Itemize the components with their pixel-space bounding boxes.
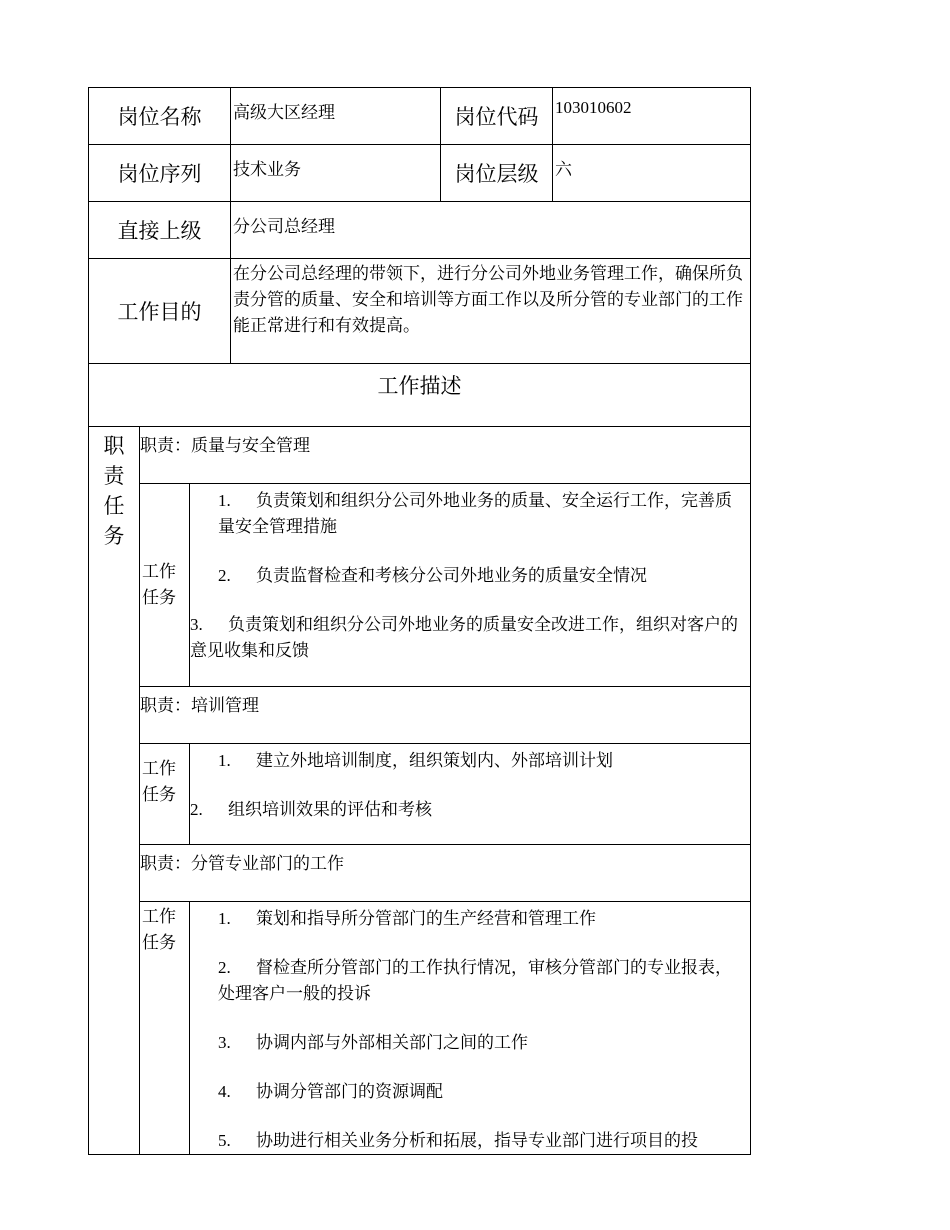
task-label: 工作任务: [140, 902, 190, 1155]
task-label: 工作任务: [140, 484, 190, 687]
position-name-label: 岗位名称: [89, 88, 231, 145]
duty-column-char: 职: [103, 434, 125, 458]
purpose-label: 工作目的: [89, 259, 231, 364]
purpose-text: 在分公司总经理的带领下，进行分公司外地业务管理工作，确保所负责分管的质量、安全和培训等方面工作以及所分管的专业部门的工作能正常进行和有效提高。: [231, 259, 751, 364]
description-title: 工作描述: [89, 364, 751, 427]
duty-column-label: [89, 427, 140, 1155]
position-seq-label: 岗位序列: [89, 145, 231, 202]
task-label: 工作任务: [140, 744, 190, 845]
list-item: 2. 督检查所分管部门的工作执行情况，审核分管部门的专业报表，处理客户一般的投诉: [218, 958, 732, 1003]
duty-column-char: 务: [103, 524, 125, 548]
position-level-label: 岗位层级: [441, 145, 553, 202]
position-code-value: 103010602: [553, 88, 751, 145]
row-position-name: [89, 88, 751, 145]
list-item: 3. 协调内部与外部相关部门之间的工作: [218, 1033, 528, 1052]
task-list: [190, 902, 751, 1155]
list-item: 3. 负责策划和组织分公司外地业务的质量安全改进工作，组织对客户的意见收集和反馈: [190, 615, 738, 660]
duty-column-char: 任: [103, 494, 125, 518]
duty-column-char: 责: [103, 464, 125, 488]
superior-value: 分公司总经理: [231, 202, 751, 259]
duty-2-tasks-row: [89, 744, 751, 845]
list-item: 2. 组织培训效果的评估和考核: [190, 800, 432, 819]
duty-title: 职责：分管专业部门的工作: [140, 845, 751, 902]
job-description-document: [88, 87, 750, 1155]
superior-label: 直接上级: [89, 202, 231, 259]
row-position-seq: [89, 145, 751, 202]
list-item: 5. 协助进行相关业务分析和拓展，指导专业部门进行项目的投: [218, 1131, 698, 1150]
position-code-label: 岗位代码: [441, 88, 553, 145]
list-item: 1. 建立外地培训制度，组织策划内、外部培训计划: [218, 751, 613, 770]
position-name-value: 高级大区经理: [231, 88, 441, 145]
row-description-title: [89, 364, 751, 427]
duty-1-title-row: [89, 427, 751, 484]
row-purpose: [89, 259, 751, 364]
list-item: 1. 策划和指导所分管部门的生产经营和管理工作: [218, 909, 596, 928]
duty-1-tasks-row: [89, 484, 751, 687]
list-item: 2. 负责监督检查和考核分公司外地业务的质量安全情况: [218, 566, 647, 585]
task-list: [190, 744, 751, 845]
duty-title: 职责：质量与安全管理: [140, 427, 751, 484]
duty-2-title-row: [89, 687, 751, 744]
duty-title: 职责：培训管理: [140, 687, 751, 744]
position-level-value: 六: [553, 145, 751, 202]
duty-3-title-row: [89, 845, 751, 902]
task-list: [190, 484, 751, 687]
duty-3-tasks-row: [89, 902, 751, 1155]
list-item: 1. 负责策划和组织分公司外地业务的质量、安全运行工作，完善质量安全管理措施: [218, 491, 732, 536]
list-item: 4. 协调分管部门的资源调配: [218, 1082, 443, 1101]
job-description-table: [88, 87, 751, 1155]
row-superior: [89, 202, 751, 259]
position-seq-value: 技术业务: [231, 145, 441, 202]
